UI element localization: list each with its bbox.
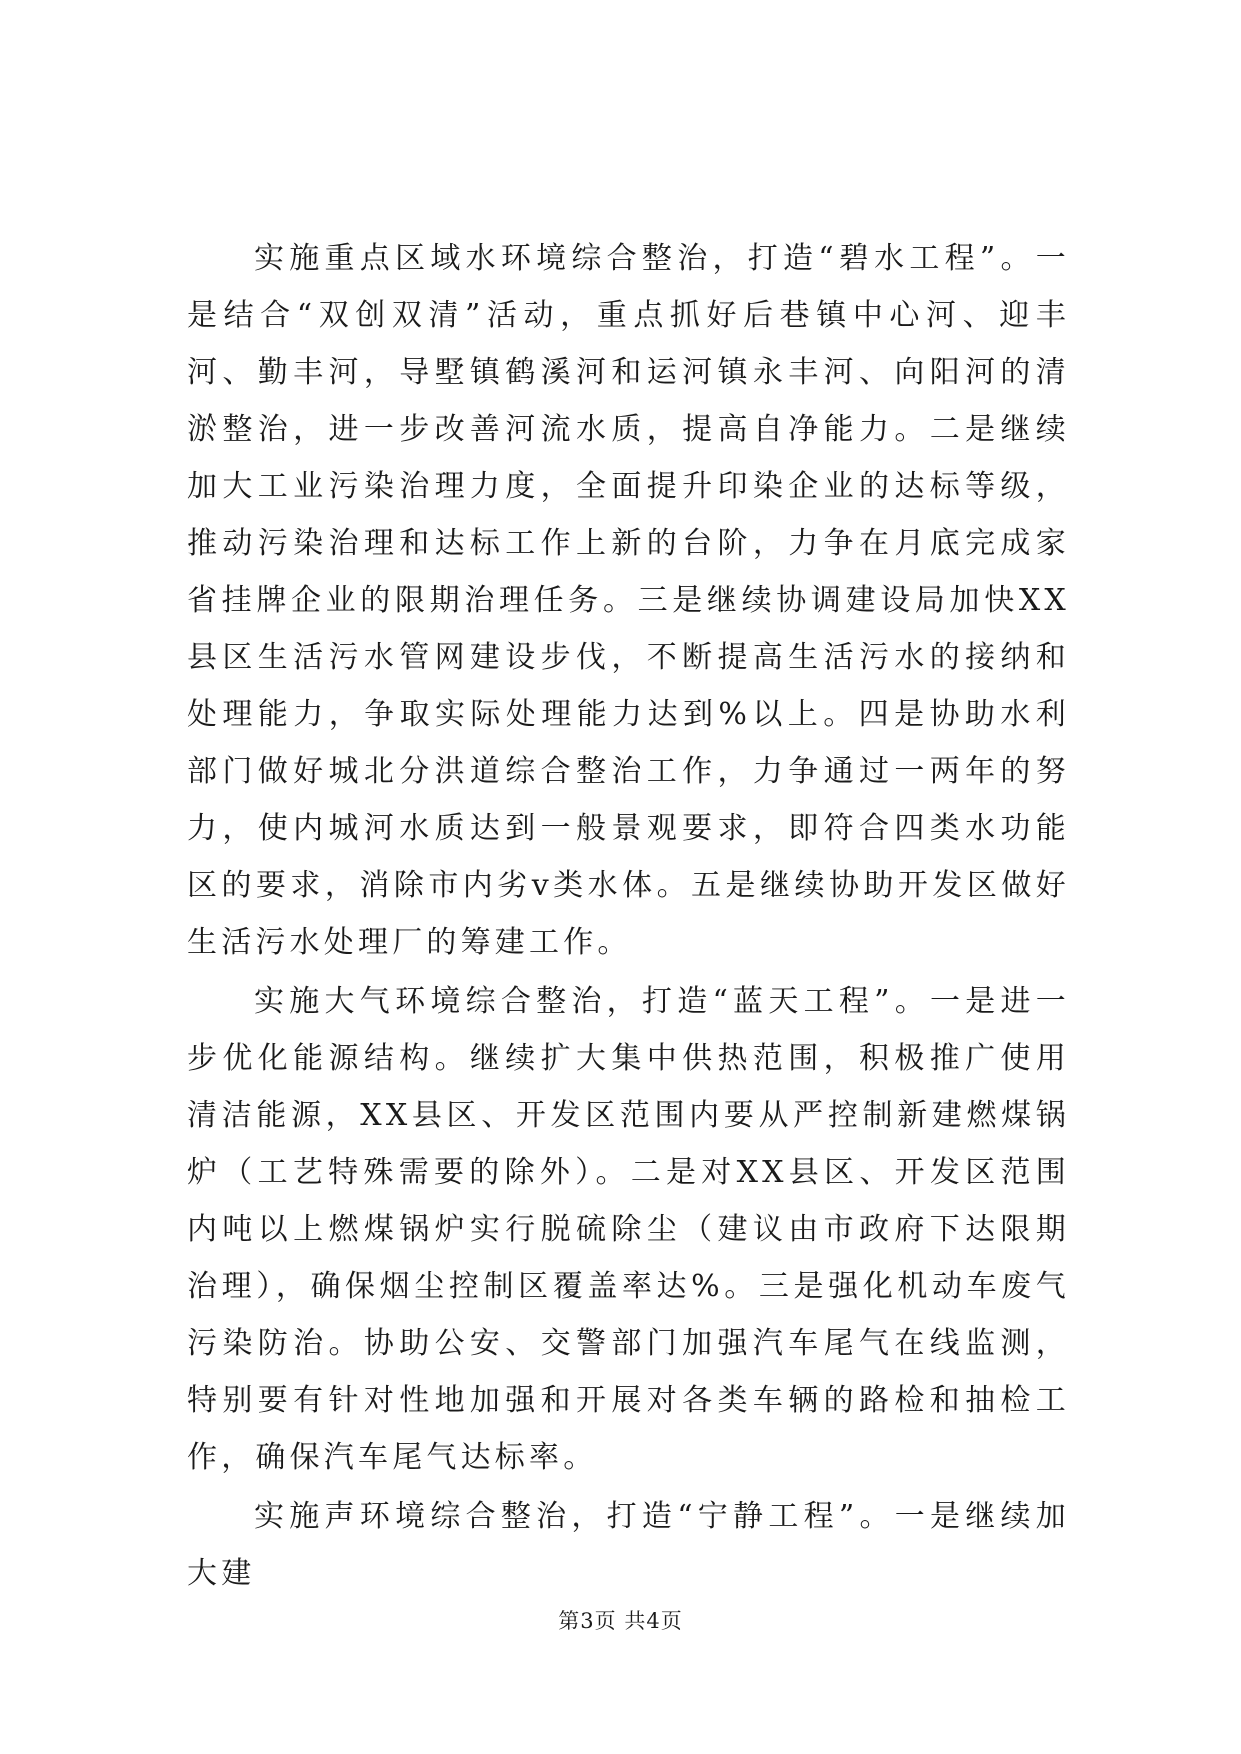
paragraph-air-environment: 实施大气环境综合整治，打造“蓝天工程”。一是进一步优化能源结构。继续扩大集中供热范围，积极推广使用清洁能源，XX县区、开发区范围内要从严控制新建燃煤锅炉（工艺特殊需要的除外）。二是对XX县区、开发区范围内吨以上燃煤锅炉实行脱硫除尘（建议由市政府下达限期治理），确保烟尘控制区覆盖率达%。三是强化机动车废气污染防治。协助公安、交警部门加强汽车尾气在线监测，特别要有针对性地加强和开展对各类车辆的路检和抽检工作，确保汽车尾气达标率。 bbox=[187, 984, 1070, 1475]
page-number-footer: 第3页 共4页 bbox=[558, 1609, 683, 1633]
document-body bbox=[187, 230, 1070, 1602]
paragraph-sound-environment: 实施声环境综合整治，打造“宁静工程”。一是继续加大建 bbox=[187, 1499, 1070, 1591]
paragraph-water-environment: 实施重点区域水环境综合整治，打造“碧水工程”。一是结合“双创双清”活动，重点抓好后巷镇中心河、迎丰河、勤丰河，导墅镇鹤溪河和运河镇永丰河、向阳河的清淤整治，进一步改善河流水质，提高自净能力。二是继续加大工业污染治理力度，全面提升印染企业的达标等级，推动污染治理和达标工作上新的台阶，力争在月底完成家省挂牌企业的限期治理任务。三是继续协调建设局加快XX县区生活污水管网建设步伐，不断提高生活污水的接纳和处理能力，争取实际处理能力达到%以上。四是协助水利部门做好城北分洪道综合整治工作，力争通过一两年的努力，使内城河水质达到一般景观要求，即符合四类水功能区的要求，消除市内劣v类水体。五是继续协助开发区做好生活污水处理厂的筹建工作。 bbox=[187, 241, 1070, 960]
